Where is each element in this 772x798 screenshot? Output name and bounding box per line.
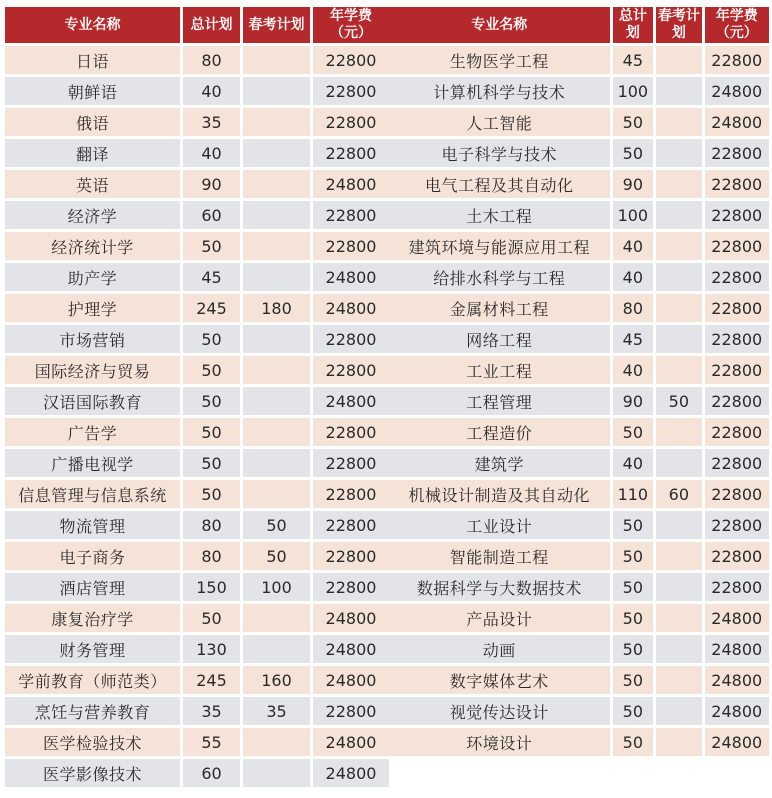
total-plan-cell: 80 [183, 542, 240, 570]
annual-fee-cell: 22800 [313, 573, 389, 601]
major-name-cell [389, 759, 610, 787]
annual-fee-cell: 24800 [313, 294, 389, 322]
annual-fee-cell: 22800 [705, 356, 770, 384]
total-plan-cell: 40 [183, 139, 240, 167]
table-row [389, 170, 769, 198]
annual-fee-cell: 22800 [705, 139, 770, 167]
annual-fee-cell: 24800 [313, 666, 389, 694]
header-annual-fee [313, 7, 389, 43]
header-major-name: 专业名称 [5, 7, 180, 43]
table-row [389, 604, 769, 632]
spring-plan-cell: 50 [656, 387, 701, 415]
major-name-cell: 环境设计 [389, 728, 610, 756]
annual-fee-cell: 22800 [313, 449, 389, 477]
total-plan-cell: 45 [183, 263, 240, 291]
major-name-cell: 医学检验技术 [5, 728, 180, 756]
header-fee-line1: 年学费 [715, 8, 758, 24]
annual-fee-cell: 22800 [313, 356, 389, 384]
total-plan-cell: 245 [183, 294, 240, 322]
major-name-cell: 土木工程 [389, 201, 610, 229]
total-plan-cell: 50 [613, 511, 654, 539]
total-plan-cell: 50 [183, 449, 240, 477]
total-plan-cell: 50 [613, 697, 654, 725]
major-name-cell: 汉语国际教育 [5, 387, 180, 415]
spring-plan-cell [656, 418, 701, 446]
spring-plan-cell [656, 635, 701, 663]
annual-fee-cell: 22800 [705, 294, 770, 322]
header-spring-plan: 春考计划 [657, 8, 700, 41]
spring-plan-cell [243, 77, 310, 105]
annual-fee-cell: 22800 [705, 418, 770, 446]
table-row [5, 387, 389, 415]
total-plan-cell: 50 [183, 325, 240, 353]
table-row [5, 449, 389, 477]
table-row [5, 542, 389, 570]
spring-plan-cell [243, 201, 310, 229]
spring-plan-cell [656, 511, 701, 539]
total-plan-cell: 110 [613, 480, 654, 508]
left-header-row [5, 7, 389, 43]
total-plan-cell [613, 759, 654, 787]
total-plan-cell: 130 [183, 635, 240, 663]
annual-fee-cell: 22800 [705, 201, 770, 229]
major-name-cell: 翻译 [5, 139, 180, 167]
table-row [389, 108, 769, 136]
total-plan-cell: 50 [613, 666, 654, 694]
spring-plan-cell [243, 263, 310, 291]
table-row [5, 46, 389, 74]
total-plan-cell: 50 [183, 232, 240, 260]
right-plan-table [386, 4, 772, 790]
major-name-cell: 工程造价 [389, 418, 610, 446]
major-name-cell: 建筑学 [389, 449, 610, 477]
total-plan-cell: 50 [183, 356, 240, 384]
spring-plan-cell [243, 604, 310, 632]
table-row [5, 511, 389, 539]
annual-fee-cell: 22800 [705, 573, 770, 601]
annual-fee-cell: 22800 [313, 511, 389, 539]
spring-plan-cell [656, 666, 701, 694]
major-name-cell: 广播电视学 [5, 449, 180, 477]
table-row [5, 666, 389, 694]
total-plan-cell: 50 [183, 418, 240, 446]
major-name-cell: 朝鲜语 [5, 77, 180, 105]
total-plan-cell: 60 [183, 759, 240, 787]
total-plan-cell: 50 [613, 635, 654, 663]
annual-fee-cell: 24800 [705, 697, 770, 725]
total-plan-cell: 50 [613, 542, 654, 570]
total-plan-cell: 40 [613, 263, 654, 291]
spring-plan-cell [656, 697, 701, 725]
annual-fee-cell: 22800 [313, 542, 389, 570]
annual-fee-cell: 22800 [705, 449, 770, 477]
major-name-cell: 财务管理 [5, 635, 180, 663]
major-name-cell: 助产学 [5, 263, 180, 291]
major-name-cell: 生物医学工程 [389, 46, 610, 74]
header-total-plan: 总计划 [183, 7, 240, 43]
total-plan-cell: 45 [613, 325, 654, 353]
spring-plan-cell [656, 77, 701, 105]
spring-plan-cell [243, 170, 310, 198]
major-name-cell: 智能制造工程 [389, 542, 610, 570]
total-plan-cell: 50 [183, 604, 240, 632]
spring-plan-cell: 35 [243, 697, 310, 725]
major-name-cell: 日语 [5, 46, 180, 74]
table-row [389, 759, 769, 787]
annual-fee-cell: 22800 [705, 542, 770, 570]
table-row [5, 480, 389, 508]
header-fee-line2: （元） [330, 25, 372, 41]
total-plan-cell: 80 [613, 294, 654, 322]
total-plan-cell: 35 [183, 108, 240, 136]
table-row [389, 542, 769, 570]
table-row [389, 263, 769, 291]
table-row [389, 728, 769, 756]
major-name-cell: 国际经济与贸易 [5, 356, 180, 384]
table-row [389, 356, 769, 384]
spring-plan-cell [656, 201, 701, 229]
table-row [5, 759, 389, 787]
spring-plan-cell [243, 139, 310, 167]
table-row [5, 139, 389, 167]
major-name-cell: 护理学 [5, 294, 180, 322]
spring-plan-cell [656, 232, 701, 260]
table-row [389, 294, 769, 322]
major-name-cell: 机械设计制造及其自动化 [389, 480, 610, 508]
annual-fee-cell: 24800 [705, 108, 770, 136]
total-plan-cell: 80 [183, 511, 240, 539]
spring-plan-cell [243, 356, 310, 384]
annual-fee-cell: 24800 [313, 170, 389, 198]
spring-plan-cell [656, 542, 701, 570]
header-total-plan: 总计划 [613, 7, 654, 43]
annual-fee-cell: 24800 [705, 728, 770, 756]
spring-plan-cell [656, 728, 701, 756]
spring-plan-cell [656, 356, 701, 384]
major-name-cell: 酒店管理 [5, 573, 180, 601]
left-plan-table [2, 4, 392, 790]
spring-plan-cell: 50 [243, 511, 310, 539]
annual-fee-cell: 22800 [313, 201, 389, 229]
major-name-cell: 视觉传达设计 [389, 697, 610, 725]
total-plan-cell: 45 [613, 46, 654, 74]
major-name-cell: 动画 [389, 635, 610, 663]
table-row [5, 356, 389, 384]
spring-plan-cell [243, 46, 310, 74]
major-name-cell: 电气工程及其自动化 [389, 170, 610, 198]
annual-fee-cell: 22800 [313, 46, 389, 74]
total-plan-cell: 60 [183, 201, 240, 229]
table-row [5, 294, 389, 322]
major-name-cell: 电子商务 [5, 542, 180, 570]
spring-plan-cell [243, 232, 310, 260]
major-name-cell: 医学影像技术 [5, 759, 180, 787]
total-plan-cell: 90 [183, 170, 240, 198]
major-name-cell: 建筑环境与能源应用工程 [389, 232, 610, 260]
spring-plan-cell [243, 635, 310, 663]
table-row [389, 387, 769, 415]
annual-fee-cell: 22800 [705, 480, 770, 508]
table-row [389, 139, 769, 167]
annual-fee-cell: 22800 [705, 325, 770, 353]
table-row [5, 77, 389, 105]
major-name-cell: 俄语 [5, 108, 180, 136]
table-row [389, 77, 769, 105]
total-plan-cell: 40 [613, 232, 654, 260]
header-fee-line1: 年学费 [330, 8, 372, 24]
total-plan-cell: 50 [613, 108, 654, 136]
annual-fee-cell: 24800 [705, 604, 770, 632]
table-row [389, 480, 769, 508]
total-plan-cell: 35 [183, 697, 240, 725]
annual-fee-cell: 22800 [705, 387, 770, 415]
annual-fee-cell: 24800 [313, 635, 389, 663]
table-row [5, 201, 389, 229]
annual-fee-cell: 24800 [705, 635, 770, 663]
total-plan-cell: 50 [613, 139, 654, 167]
table-row [389, 635, 769, 663]
table-row [389, 666, 769, 694]
spring-plan-cell [656, 759, 701, 787]
spring-plan-cell: 160 [243, 666, 310, 694]
major-name-cell: 烹饪与营养教育 [5, 697, 180, 725]
table-row [5, 573, 389, 601]
table-row [389, 511, 769, 539]
spring-plan-cell [243, 108, 310, 136]
header-spring-plan: 春考计划 [243, 7, 310, 43]
annual-fee-cell: 24800 [313, 263, 389, 291]
total-plan-cell: 90 [613, 170, 654, 198]
table-row [5, 728, 389, 756]
total-plan-cell: 50 [183, 387, 240, 415]
annual-fee-cell: 24800 [313, 759, 389, 787]
annual-fee-cell: 24800 [313, 728, 389, 756]
total-plan-cell: 90 [613, 387, 654, 415]
spring-plan-cell [243, 759, 310, 787]
spring-plan-cell [243, 325, 310, 353]
major-name-cell: 人工智能 [389, 108, 610, 136]
total-plan-cell: 100 [613, 201, 654, 229]
table-row [389, 232, 769, 260]
total-plan-cell: 80 [183, 46, 240, 74]
major-name-cell: 金属材料工程 [389, 294, 610, 322]
spring-plan-cell [243, 480, 310, 508]
table-row [5, 697, 389, 725]
table-row [5, 325, 389, 353]
spring-plan-cell: 60 [656, 480, 701, 508]
total-plan-cell: 245 [183, 666, 240, 694]
annual-fee-cell: 22800 [705, 263, 770, 291]
major-name-cell: 网络工程 [389, 325, 610, 353]
major-name-cell: 工程管理 [389, 387, 610, 415]
table-row [389, 449, 769, 477]
total-plan-cell: 50 [613, 573, 654, 601]
total-plan-cell: 150 [183, 573, 240, 601]
spring-plan-cell [656, 325, 701, 353]
spring-plan-cell [656, 139, 701, 167]
spring-plan-cell [243, 449, 310, 477]
annual-fee-cell: 24800 [313, 604, 389, 632]
header-annual-fee [705, 7, 770, 43]
total-plan-cell: 40 [613, 449, 654, 477]
spring-plan-cell [243, 418, 310, 446]
total-plan-cell: 100 [613, 77, 654, 105]
table-row [5, 232, 389, 260]
total-plan-cell: 50 [613, 604, 654, 632]
table-row [5, 635, 389, 663]
annual-fee-cell: 22800 [313, 232, 389, 260]
header-fee-line2: （元） [715, 25, 758, 41]
spring-plan-cell [243, 728, 310, 756]
table-row [389, 697, 769, 725]
annual-fee-cell [705, 759, 770, 787]
right-header-row [389, 7, 769, 43]
spring-plan-cell [656, 170, 701, 198]
annual-fee-cell: 22800 [313, 108, 389, 136]
spring-plan-cell: 50 [243, 542, 310, 570]
total-plan-cell: 55 [183, 728, 240, 756]
total-plan-cell: 50 [613, 728, 654, 756]
annual-fee-cell: 22800 [313, 139, 389, 167]
table-row [5, 170, 389, 198]
annual-fee-cell: 22800 [705, 170, 770, 198]
spring-plan-cell [656, 604, 701, 632]
major-name-cell: 康复治疗学 [5, 604, 180, 632]
annual-fee-cell: 22800 [313, 325, 389, 353]
spring-plan-cell [243, 387, 310, 415]
table-row [389, 325, 769, 353]
spring-plan-cell [656, 263, 701, 291]
major-name-cell: 市场营销 [5, 325, 180, 353]
annual-fee-cell: 22800 [705, 232, 770, 260]
total-plan-cell: 40 [613, 356, 654, 384]
header-major-name: 专业名称 [389, 7, 610, 43]
major-name-cell: 工业设计 [389, 511, 610, 539]
spring-plan-cell [656, 449, 701, 477]
annual-fee-cell: 22800 [313, 77, 389, 105]
annual-fee-cell: 22800 [313, 418, 389, 446]
table-row [389, 418, 769, 446]
annual-fee-cell: 24800 [705, 77, 770, 105]
major-name-cell: 数据科学与大数据技术 [389, 573, 610, 601]
spring-plan-cell [656, 108, 701, 136]
major-name-cell: 产品设计 [389, 604, 610, 632]
table-row [5, 604, 389, 632]
major-name-cell: 工业工程 [389, 356, 610, 384]
major-name-cell: 信息管理与信息系统 [5, 480, 180, 508]
major-name-cell: 物流管理 [5, 511, 180, 539]
major-name-cell: 广告学 [5, 418, 180, 446]
total-plan-cell: 50 [613, 418, 654, 446]
table-row [389, 573, 769, 601]
annual-fee-cell: 24800 [313, 387, 389, 415]
table-row [389, 201, 769, 229]
annual-fee-cell: 22800 [313, 697, 389, 725]
annual-fee-cell: 22800 [705, 46, 770, 74]
major-name-cell: 经济学 [5, 201, 180, 229]
table-row [5, 108, 389, 136]
spring-plan-cell: 100 [243, 573, 310, 601]
major-name-cell: 经济统计学 [5, 232, 180, 260]
annual-fee-cell: 24800 [705, 666, 770, 694]
spring-plan-cell [656, 573, 701, 601]
spring-plan-cell: 180 [243, 294, 310, 322]
major-name-cell: 计算机科学与技术 [389, 77, 610, 105]
annual-fee-cell: 22800 [705, 511, 770, 539]
spring-plan-cell [656, 294, 701, 322]
major-name-cell: 英语 [5, 170, 180, 198]
major-name-cell: 给排水科学与工程 [389, 263, 610, 291]
major-name-cell: 学前教育（师范类） [5, 666, 180, 694]
table-row [389, 46, 769, 74]
table-row [5, 418, 389, 446]
major-name-cell: 数字媒体艺术 [389, 666, 610, 694]
total-plan-cell: 40 [183, 77, 240, 105]
annual-fee-cell: 22800 [313, 480, 389, 508]
table-row [5, 263, 389, 291]
total-plan-cell: 50 [183, 480, 240, 508]
spring-plan-cell [656, 46, 701, 74]
major-name-cell: 电子科学与技术 [389, 139, 610, 167]
